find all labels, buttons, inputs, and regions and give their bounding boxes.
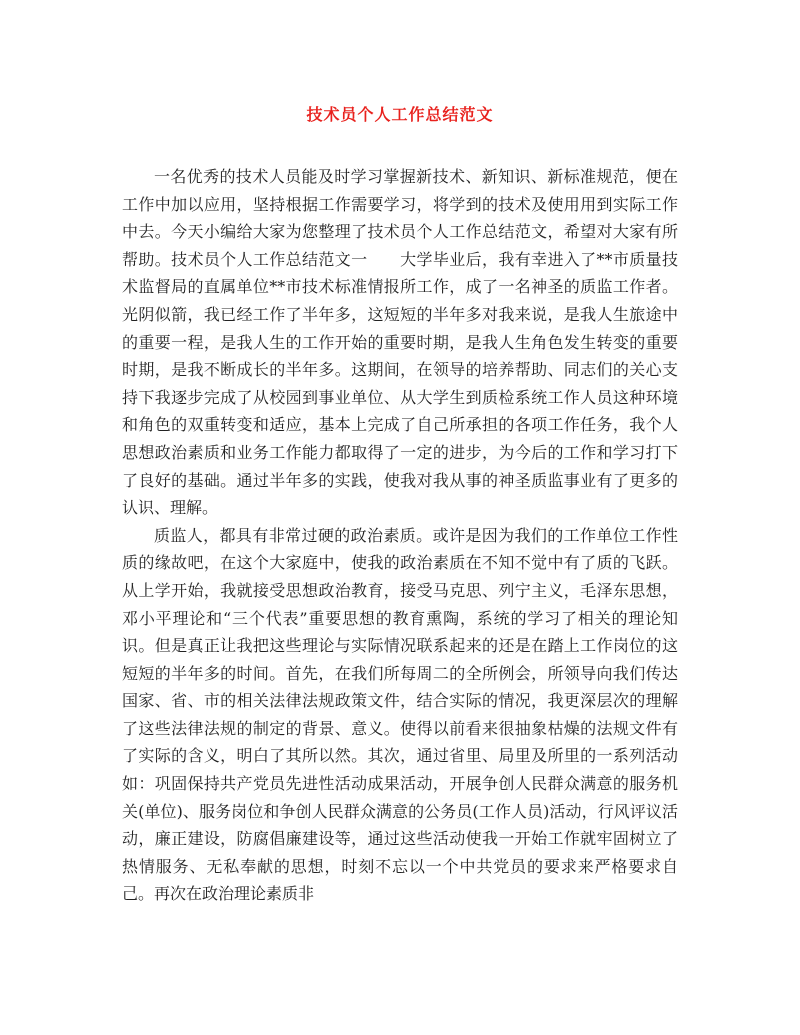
document-body — [122, 163, 678, 908]
body-paragraph: 质监人，都具有非常过硬的政治素质。或许是因为我们的工作单位工作性质的缘故吧，在这个大家庭中，使我的政治素质在不知不觉中有了质的飞跃。从上学开始，我就接受思想政治教育，接受马克思、列宁主义，毛泽东思想，邓小平理论和“三个代表”重要思想的教育熏陶，系统的学习了相关的理论知识。但是真正让我把这些理论与实际情况联系起来的还是在踏上工作岗位的这短短的半年多的时间。首先，在我们所每周二的全所例会，所领导向我们传达国家、省、市的相关法律法规政策文件，结合实际的情况，我更深层次的理解了这些法律法规的制定的背景、意义。使得以前看来很抽象枯燥的法规文件有了实际的含义，明白了其所以然。其次，通过省里、局里及所里的一系列活动如：巩固保持共产党员先进性活动成果活动，开展争创人民群众满意的服务机关(单位)、服务岗位和争创人民群众满意的公务员(工作人员)活动，行风评议活动，廉正建设，防腐倡廉建设等，通过这些活动使我一开始工作就牢固树立了热情服务、无私奉献的思想，时刻不忘以一个中共党员的要求来严格要求自己。再次在政治理论素质非 — [122, 525, 678, 904]
body-paragraph: 一名优秀的技术人员能及时学习掌握新技术、新知识、新标准规范，便在工作中加以应用，坚持根据工作需要学习，将学到的技术及使用用到实际工作中去。今天小编给大家为您整理了技术员个人工作总结范文，希望对大家有所帮助。技术员个人工作总结范文一 大学毕业后，我有幸进入了**市质量技术监督局的直属单位**市技术标准情报所工作，成了一名神圣的质监工作者。光阴似箭，我已经工作了半年多，这短短的半年多对我来说，是我人生旅途中的重要一程，是我人生的工作开始的重要时期，是我人生角色发生转变的重要时期，是我不断成长的半年多。这期间，在领导的培养帮助、同志们的关心支持下我逐步完成了从校园到事业单位、从大学生到质检系统工作人员这种环境和角色的双重转变和适应，基本上完成了自己所承担的各项工作任务，我个人思想政治素质和业务工作能力都取得了一定的进步，为今后的工作和学习打下了良好的基础。通过半年多的实践，使我对我从事的神圣质监事业有了更多的认识、理解。 — [122, 167, 678, 518]
document-title: 技术员个人工作总结范文 — [306, 105, 494, 124]
